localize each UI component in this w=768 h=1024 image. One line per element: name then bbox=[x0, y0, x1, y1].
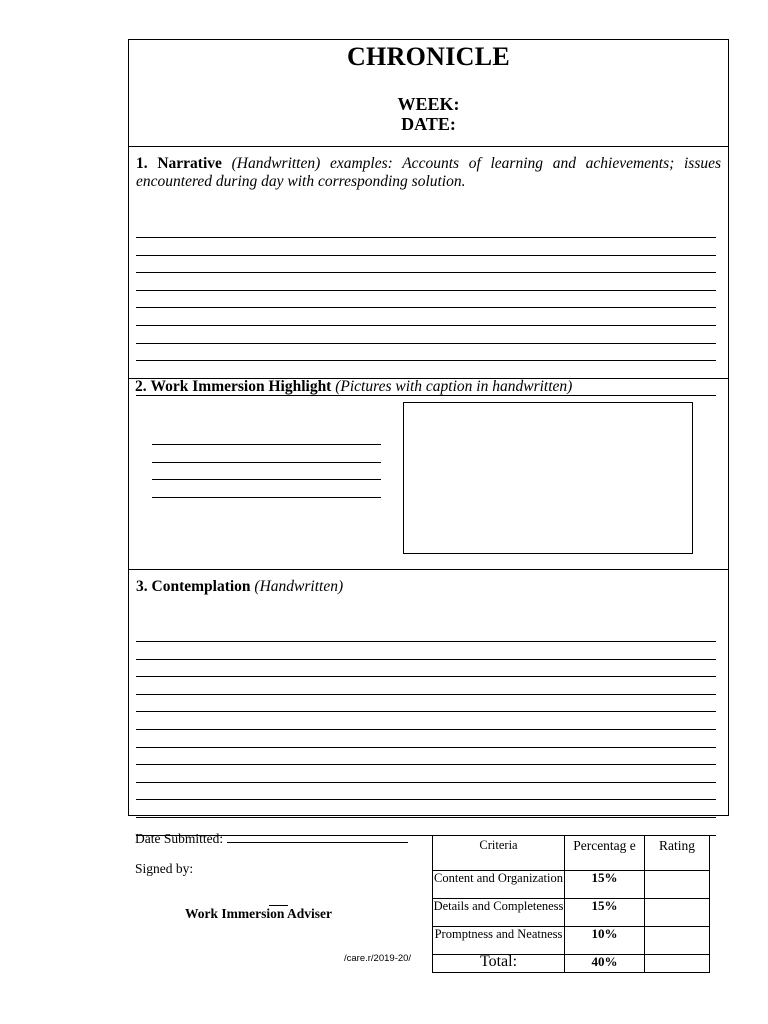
criteria-cell: Promptness and Neatness bbox=[433, 927, 565, 955]
criteria-cell: Details and Completeness bbox=[433, 899, 565, 927]
contemplation-line[interactable] bbox=[136, 799, 716, 800]
contemplation-line[interactable] bbox=[136, 817, 716, 818]
date-submitted bbox=[135, 831, 408, 847]
narrative-line[interactable] bbox=[136, 307, 716, 308]
rating-cell[interactable] bbox=[645, 899, 710, 927]
contemplation-title: Contemplation bbox=[151, 578, 251, 595]
picture-box[interactable] bbox=[403, 402, 693, 554]
total-row bbox=[433, 955, 710, 973]
highlight-title: Work Immersion Highlight bbox=[150, 378, 332, 395]
narrative-line[interactable] bbox=[136, 237, 716, 238]
page-title: CHRONICLE bbox=[346, 42, 511, 71]
date-label: DATE: bbox=[401, 114, 456, 134]
narrative-line[interactable] bbox=[136, 343, 716, 344]
narrative-section bbox=[129, 147, 728, 379]
narrative-line[interactable] bbox=[136, 325, 716, 326]
contemplation-line[interactable] bbox=[136, 782, 716, 783]
contemplation-line[interactable] bbox=[136, 729, 716, 730]
caption-line[interactable] bbox=[152, 479, 381, 480]
date-submitted-label: Date Submitted: bbox=[135, 831, 224, 846]
form-code: /care.r/2019-20/ bbox=[344, 953, 412, 964]
percentage-header: Percentag e bbox=[565, 836, 645, 871]
highlight-number: 2. bbox=[135, 378, 147, 395]
caption-line[interactable] bbox=[152, 497, 381, 498]
narrative-number: 1. bbox=[136, 155, 148, 172]
table-row bbox=[433, 927, 710, 955]
adviser-label: Work Immersion Adviser bbox=[185, 906, 332, 921]
contemplation-line[interactable] bbox=[136, 764, 716, 765]
narrative-heading bbox=[136, 155, 721, 191]
rating-cell[interactable] bbox=[645, 927, 710, 955]
contemplation-line[interactable] bbox=[136, 747, 716, 748]
signed-by-label: Signed by: bbox=[135, 861, 194, 876]
narrative-line[interactable] bbox=[136, 290, 716, 291]
contemplation-line[interactable] bbox=[136, 694, 716, 695]
highlight-title-row bbox=[135, 378, 722, 396]
total-percentage: 40% bbox=[565, 955, 645, 973]
contemplation-heading bbox=[136, 578, 721, 596]
highlight-note: (Pictures with caption in handwritten) bbox=[335, 378, 573, 395]
total-rating-cell[interactable] bbox=[645, 955, 710, 973]
total-label: Total: bbox=[433, 955, 565, 973]
criteria-header: Criteria bbox=[433, 836, 565, 871]
table-row bbox=[433, 871, 710, 899]
percentage-cell: 15% bbox=[565, 871, 645, 899]
caption-line[interactable] bbox=[152, 444, 381, 445]
narrative-line[interactable] bbox=[136, 272, 716, 273]
criteria-table bbox=[432, 835, 710, 973]
criteria-cell: Content and Organization bbox=[433, 871, 565, 899]
contemplation-line[interactable] bbox=[136, 711, 716, 712]
header-section bbox=[129, 40, 728, 147]
narrative-title: Narrative bbox=[157, 155, 222, 172]
narrative-note: (Handwritten) examples: Accounts of learning and achievements; issues encountered during day with corresponding solution. bbox=[136, 155, 722, 190]
date-submitted-line[interactable] bbox=[227, 841, 408, 843]
table-header-row bbox=[433, 836, 710, 871]
contemplation-line[interactable] bbox=[136, 659, 716, 660]
contemplation-line[interactable] bbox=[136, 641, 716, 642]
caption-line[interactable] bbox=[152, 462, 381, 463]
narrative-line[interactable] bbox=[136, 255, 716, 256]
contemplation-note: (Handwritten) bbox=[254, 578, 344, 595]
highlight-content bbox=[128, 378, 729, 569]
rating-header: Rating bbox=[645, 836, 710, 871]
percentage-cell: 10% bbox=[565, 927, 645, 955]
week-label: WEEK: bbox=[397, 94, 460, 114]
contemplation-number: 3. bbox=[136, 578, 148, 595]
contemplation-section bbox=[129, 570, 728, 816]
narrative-line[interactable] bbox=[136, 360, 716, 361]
table-row bbox=[433, 899, 710, 927]
percentage-cell: 15% bbox=[565, 899, 645, 927]
contemplation-line[interactable] bbox=[136, 676, 716, 677]
rating-cell[interactable] bbox=[645, 871, 710, 899]
